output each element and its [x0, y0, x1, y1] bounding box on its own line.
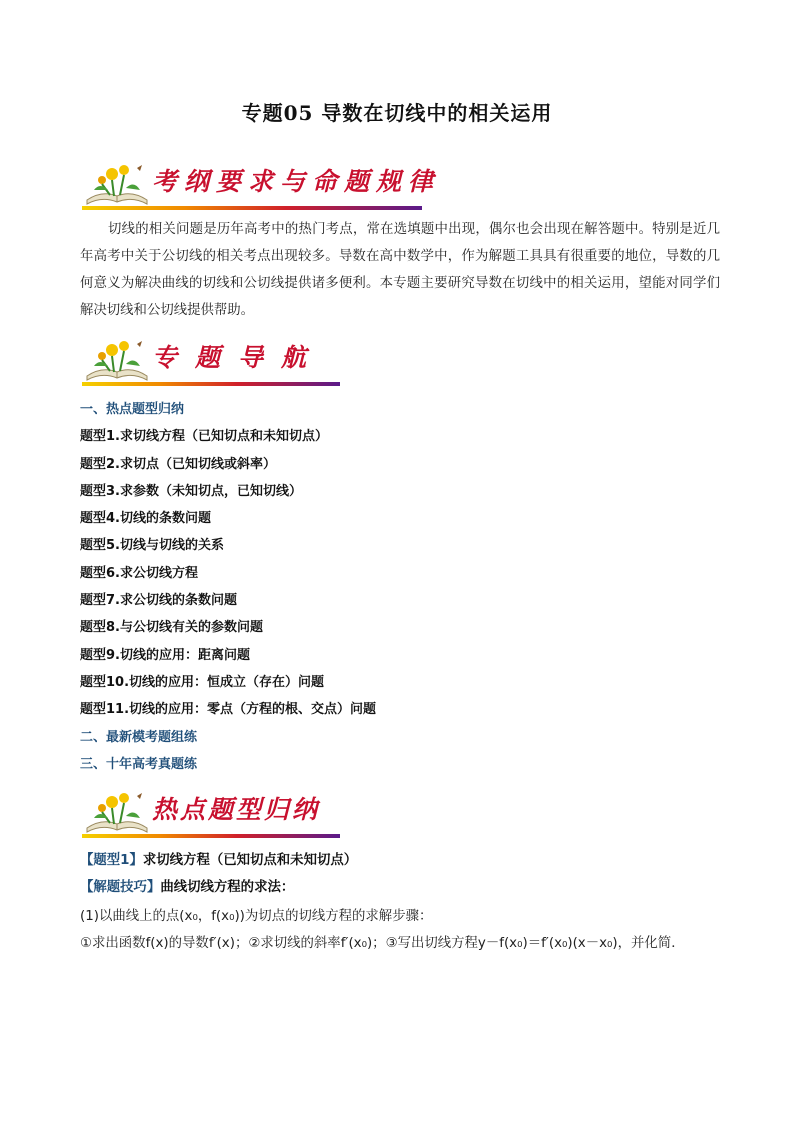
- banner-title: 专题导航: [152, 343, 325, 372]
- topic-text: 求切线方程（已知切点和未知切点）: [142, 853, 358, 868]
- page-title: 专题05 导数在切线中的相关运用: [241, 101, 553, 125]
- nav-section-heading: 二、最新模考题组练: [80, 729, 198, 745]
- nav-item: 题型5.切线与切线的关系: [80, 538, 224, 554]
- banner-title: 热点题型归纳: [152, 795, 321, 824]
- tip-tag: 【解题技巧】: [80, 880, 161, 895]
- step-line-2: ①求出函数f(x)的导数f′(x)；②求切线的斜率f′(x₀)；③写出切线方程y－f(x₀)＝f′(x₀)(x－x₀)，并化简．: [80, 936, 685, 951]
- book-flower-icon: [82, 336, 152, 384]
- tip-heading: [80, 876, 294, 895]
- tip-text: 曲线切线方程的求法：: [160, 880, 295, 895]
- nav-section-heading: 一、热点题型归纳: [80, 402, 185, 417]
- topic-navigation-list: [80, 400, 720, 782]
- nav-section-heading: 三、十年高考真题练: [80, 756, 198, 772]
- banner-underline: [82, 834, 340, 838]
- banner-title: 考纲要求与命题规律: [152, 167, 441, 196]
- banner-underline: [82, 206, 422, 210]
- book-flower-icon: [82, 160, 152, 208]
- step-line-1: (1)以曲线上的点(x₀，f(x₀))为切点的切线方程的求解步骤：: [80, 909, 433, 924]
- topic-heading: [80, 849, 357, 868]
- nav-item: 题型8.与公切线有关的参数问题: [80, 620, 263, 636]
- book-flower-icon: [82, 788, 152, 836]
- banner-underline: [82, 382, 340, 386]
- banner-topic-navigation: [82, 336, 340, 386]
- nav-item: 题型10.切线的应用：恒成立（存在）问题: [80, 674, 325, 690]
- nav-item: 题型2.求切点（已知切线或斜率）: [80, 456, 276, 472]
- nav-item: 题型1.求切线方程（已知切点和未知切点）: [80, 429, 328, 445]
- topic-tag: 【题型1】: [80, 853, 143, 868]
- nav-item: 题型11.切线的应用：零点（方程的根、交点）问题: [80, 702, 377, 718]
- nav-item: 题型6.求公切线方程: [80, 565, 198, 581]
- banner-exam-requirements: [82, 160, 441, 210]
- nav-item: 题型3.求参数（未知切点，已知切线）: [80, 483, 302, 499]
- nav-item: 题型9.切线的应用：距离问题: [80, 647, 250, 663]
- nav-item: 题型7.求公切线的条数问题: [80, 593, 237, 609]
- intro-paragraph: 切线的相关问题是历年高考中的热门考点，常在选填题中出现，偶尔也会出现在解答题中。特别是近几年高考中关于公切线的相关考点出现较多。导数在高中数学中，作为解题工具具有很重要的地位，导数的几何意义为解决曲线的切线和公切线提供诸多便利。本专题主要研究导数在切线中的相关运用，望能对同学们解决切线和公切线提供帮助。: [80, 222, 720, 318]
- banner-hot-topics: [82, 788, 340, 838]
- nav-item: 题型4.切线的条数问题: [80, 511, 211, 527]
